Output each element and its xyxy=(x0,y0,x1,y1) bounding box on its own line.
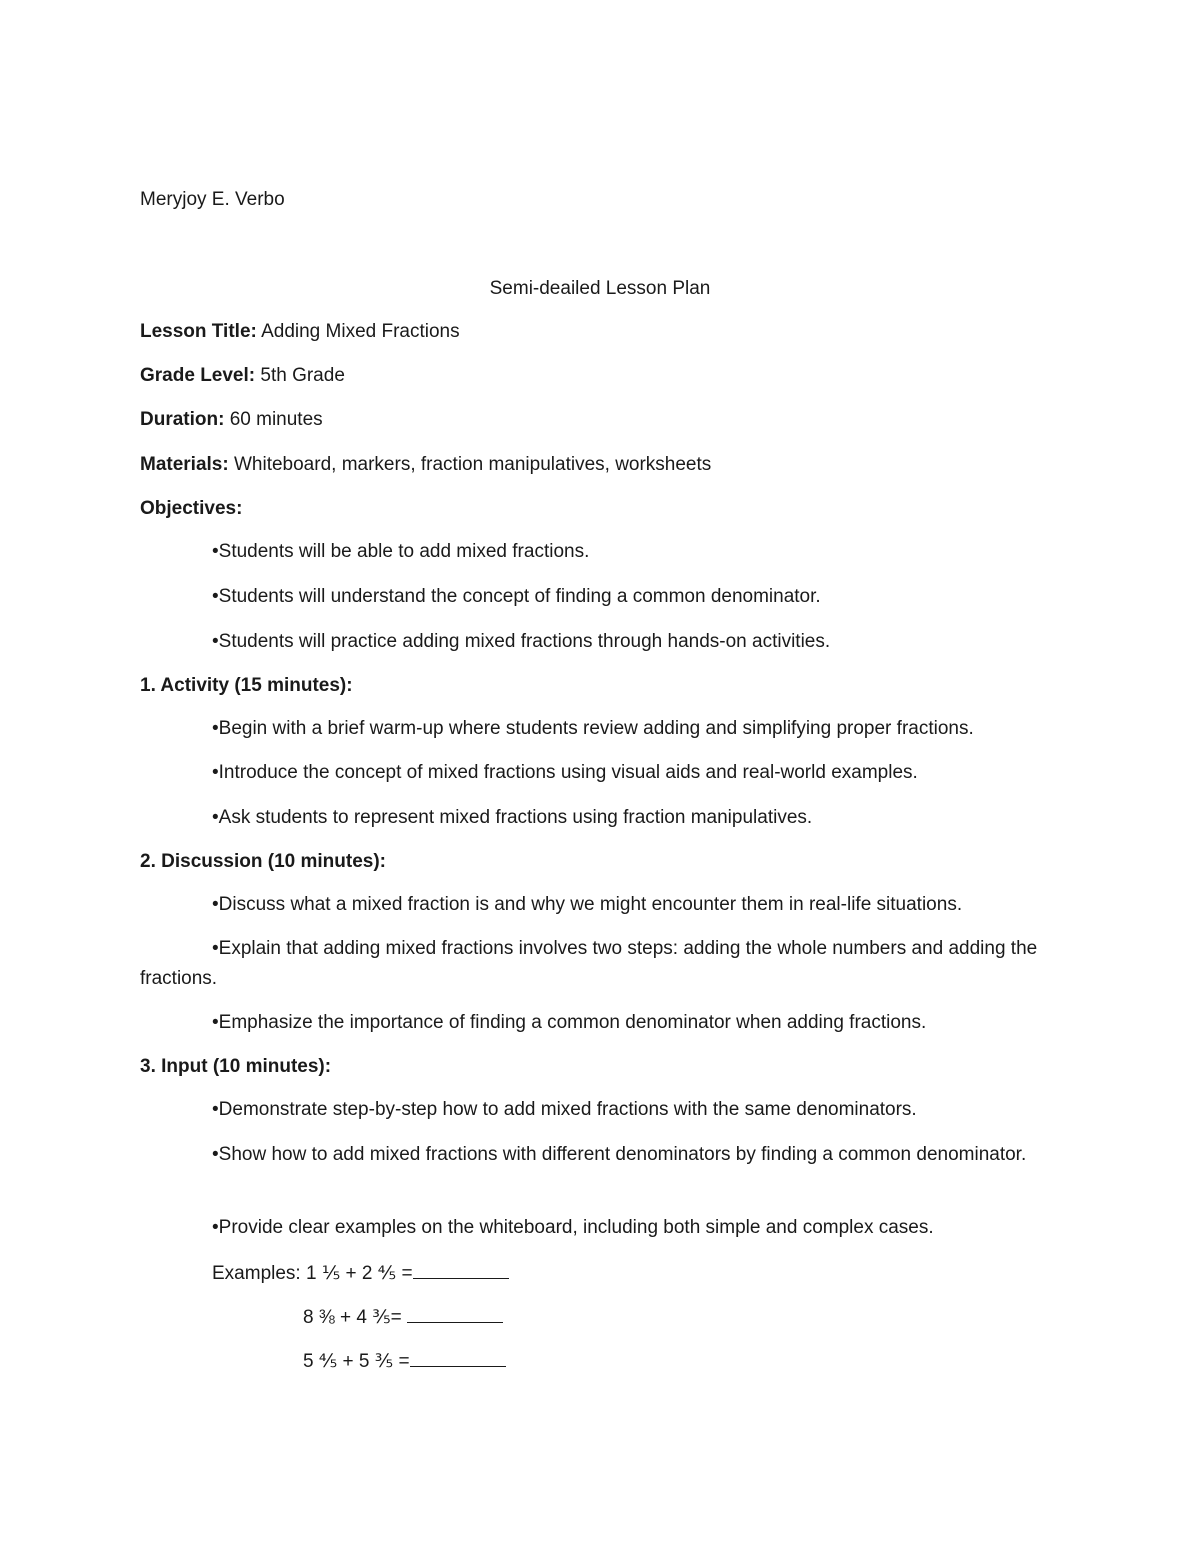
input-item: •Show how to add mixed fractions with different denominators by finding a common denominator. xyxy=(212,1144,1027,1165)
discussion-item: •Emphasize the importance of finding a common denominator when adding fractions. xyxy=(212,1012,927,1033)
answer-blank xyxy=(410,1348,506,1367)
materials-label: Materials: xyxy=(140,454,229,475)
example-row xyxy=(303,1304,503,1330)
materials-value: Whiteboard, markers, fraction manipulatives, worksheets xyxy=(228,454,712,475)
lesson-title-value: Adding Mixed Fractions xyxy=(256,321,460,342)
grade-level-value: 5th Grade xyxy=(255,365,345,386)
grade-level-field xyxy=(140,364,345,388)
input-item: •Provide clear examples on the whiteboard, including both simple and complex cases. xyxy=(212,1217,934,1238)
discussion-item: •Explain that adding mixed fractions involves two steps: adding the whole numbers and adding the fractions. xyxy=(140,938,1038,989)
examples-label: Examples: xyxy=(212,1263,306,1284)
activity-heading: 1. Activity (15 minutes): xyxy=(140,675,353,696)
duration-label: Duration: xyxy=(140,409,225,430)
answer-blank xyxy=(413,1260,509,1279)
author-name: Meryjoy E. Verbo xyxy=(140,189,285,210)
discussion-item: •Discuss what a mixed fraction is and why we might encounter them in real-life situations. xyxy=(212,894,963,915)
input-item: •Demonstrate step-by-step how to add mixed fractions with the same denominators. xyxy=(212,1099,917,1120)
objective-item: •Students will be able to add mixed fractions. xyxy=(212,541,590,562)
lesson-title-label: Lesson Title: xyxy=(140,321,257,342)
document-title: Semi-deailed Lesson Plan xyxy=(489,278,711,299)
objective-item: •Students will practice adding mixed fractions through hands-on activities. xyxy=(212,631,831,652)
duration-value: 60 minutes xyxy=(224,409,323,430)
example-row xyxy=(303,1348,506,1374)
activity-item: •Introduce the concept of mixed fractions using visual aids and real-world examples. xyxy=(212,762,918,783)
example-equation: 1 ⅕ + 2 ⅘ = xyxy=(305,1263,413,1284)
discussion-heading: 2. Discussion (10 minutes): xyxy=(140,851,387,872)
example-row xyxy=(212,1260,509,1286)
activity-item: •Begin with a brief warm-up where students review adding and simplifying proper fractions. xyxy=(212,718,974,739)
objective-item: •Students will understand the concept of finding a common denominator. xyxy=(212,586,821,607)
example-equation: 8 ⅜ + 4 ⅗= xyxy=(303,1307,402,1328)
activity-item: •Ask students to represent mixed fractions using fraction manipulatives. xyxy=(212,807,813,828)
objectives-heading: Objectives: xyxy=(140,498,243,519)
materials-field xyxy=(140,453,711,477)
input-heading: 3. Input (10 minutes): xyxy=(140,1056,332,1077)
duration-field xyxy=(140,408,323,432)
example-equation: 5 ⅘ + 5 ⅗ = xyxy=(303,1351,410,1372)
lesson-title-field xyxy=(140,320,460,344)
grade-level-label: Grade Level: xyxy=(140,365,256,386)
answer-blank xyxy=(407,1304,503,1323)
